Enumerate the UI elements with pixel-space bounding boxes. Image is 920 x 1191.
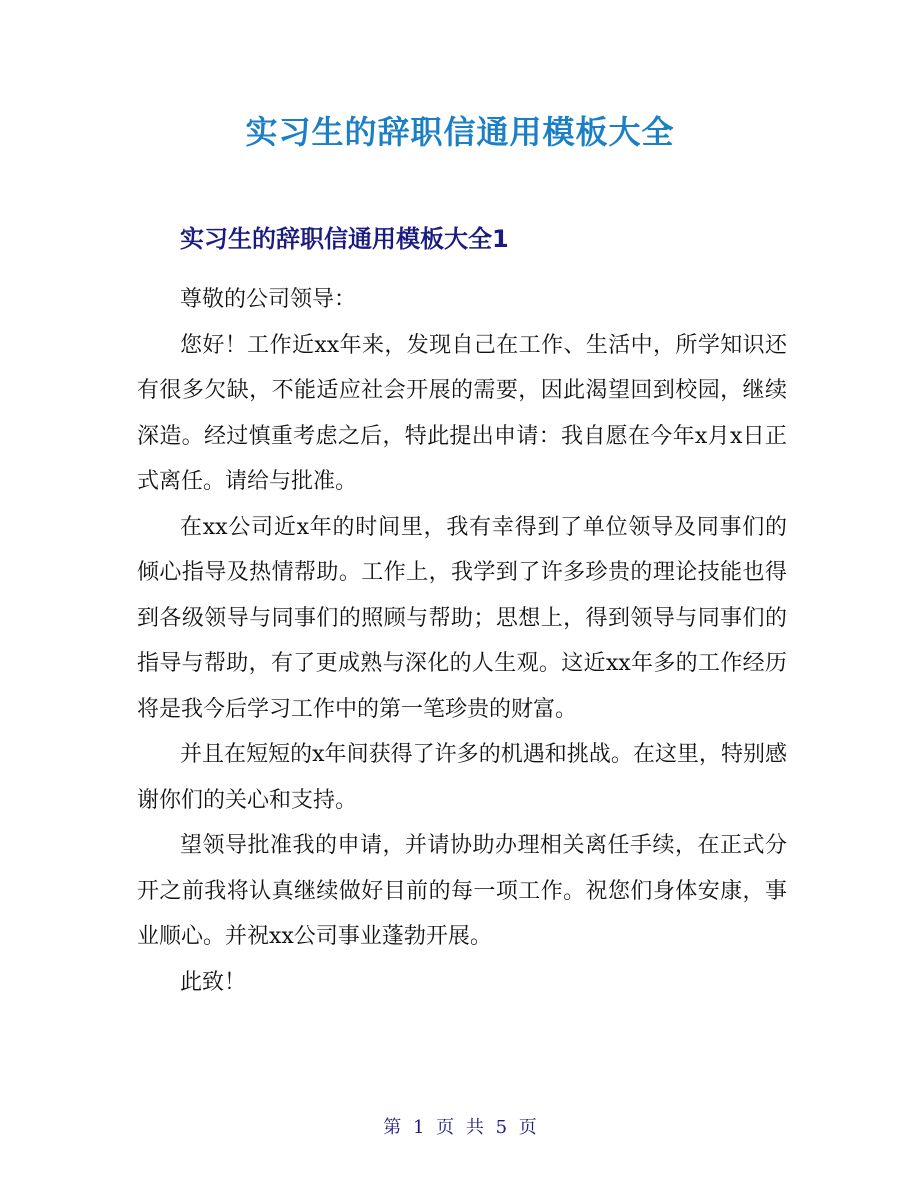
page-indicator: 第 1 页 共 5 页 xyxy=(383,1117,537,1138)
closing: 此致！ xyxy=(180,969,247,995)
body-paragraph: 并且在短短的x年间获得了许多的机遇和挑战。在这里，特别感谢你们的关心和支持。 xyxy=(137,742,787,813)
body-paragraph: 您好！工作近xx年来，发现自己在工作、生活中，所学知识还有很多欠缺，不能适应社会开展的需要，因此渴望回到校园，继续深造。经过慎重考虑之后，特此提出申请：我自愿在今年x月x日正式离任。请给与批准。 xyxy=(137,332,787,494)
section-heading: 实习生的辞职信通用模板大全1 xyxy=(180,225,509,253)
body-paragraph: 望领导批准我的申请，并请协助办理相关离任手续，在正式分开之前我将认真继续做好目前的每一项工作。祝您们身体安康，事业顺心。并祝xx公司事业蓬勃开展。 xyxy=(137,833,787,949)
salutation: 尊敬的公司领导： xyxy=(180,287,357,312)
letter-body xyxy=(137,277,787,1005)
document-title: 实习生的辞职信通用模板大全 xyxy=(245,113,675,151)
body-paragraph: 在xx公司近x年的时间里，我有幸得到了单位领导及同事们的倾心指导及热情帮助。工作上，我学到了许多珍贵的理论技能也得到各级领导与同事们的照顾与帮助；思想上，得到领导与同事们的指导与帮助，有了更成熟与深化的人生观。这近xx年多的工作经历将是我今后学习工作中的第一笔珍贵的财富。 xyxy=(137,514,787,722)
